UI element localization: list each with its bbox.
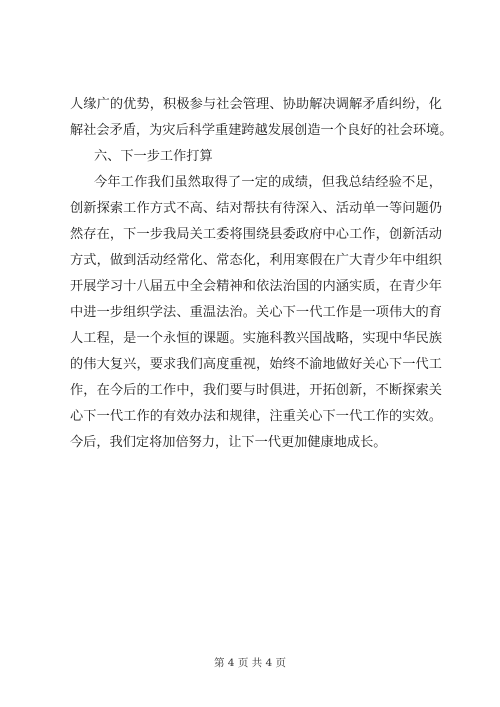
text-line: 的伟大复兴，要求我们高度重视，始终不渝地做好关心下一代工 (70, 357, 442, 372)
text-line: 人缘广的优势，积极参与社会管理、协助解决调解矛盾纠纷，化 (70, 97, 442, 112)
text-line: 创新探索工作方式不高、结对帮扶有待深入、活动单一等问题仍 (70, 201, 442, 216)
text-line: 开展学习十八届五中全会精神和依法治国的内涵实质，在青少年 (70, 279, 442, 294)
text-line: 心下一代工作的有效办法和规律，注重关心下一代工作的实效。 (70, 409, 442, 424)
text-line: 然存在，下一步我局关工委将围绕县委政府中心工作，创新活动 (70, 227, 442, 242)
body-text (70, 92, 453, 456)
text-line: 解社会矛盾，为灾后科学重建跨越发展创造一个良好的社会环境。 (70, 123, 453, 138)
text-line: 今年工作我们虽然取得了一定的成绩，但我总结经验不足， (94, 175, 442, 190)
text-line: 作，在今后的工作中，我们要与时俱进，开拓创新，不断探索关 (70, 383, 442, 398)
section-heading: 六、下一步工作打算 (94, 149, 213, 164)
text-line: 今后，我们定将加倍努力，让下一代更加健康地成长。 (70, 435, 387, 450)
page-number: 第 4 页 共 4 页 (213, 657, 287, 669)
text-line: 中进一步组织学法、重温法治。关心下一代工作是一项伟大的育 (70, 305, 442, 320)
text-line: 方式，做到活动经常化、常态化，利用寒假在广大青少年中组织 (70, 253, 442, 268)
text-line: 人工程，是一个永恒的课题。实施科教兴国战略，实现中华民族 (70, 331, 442, 346)
